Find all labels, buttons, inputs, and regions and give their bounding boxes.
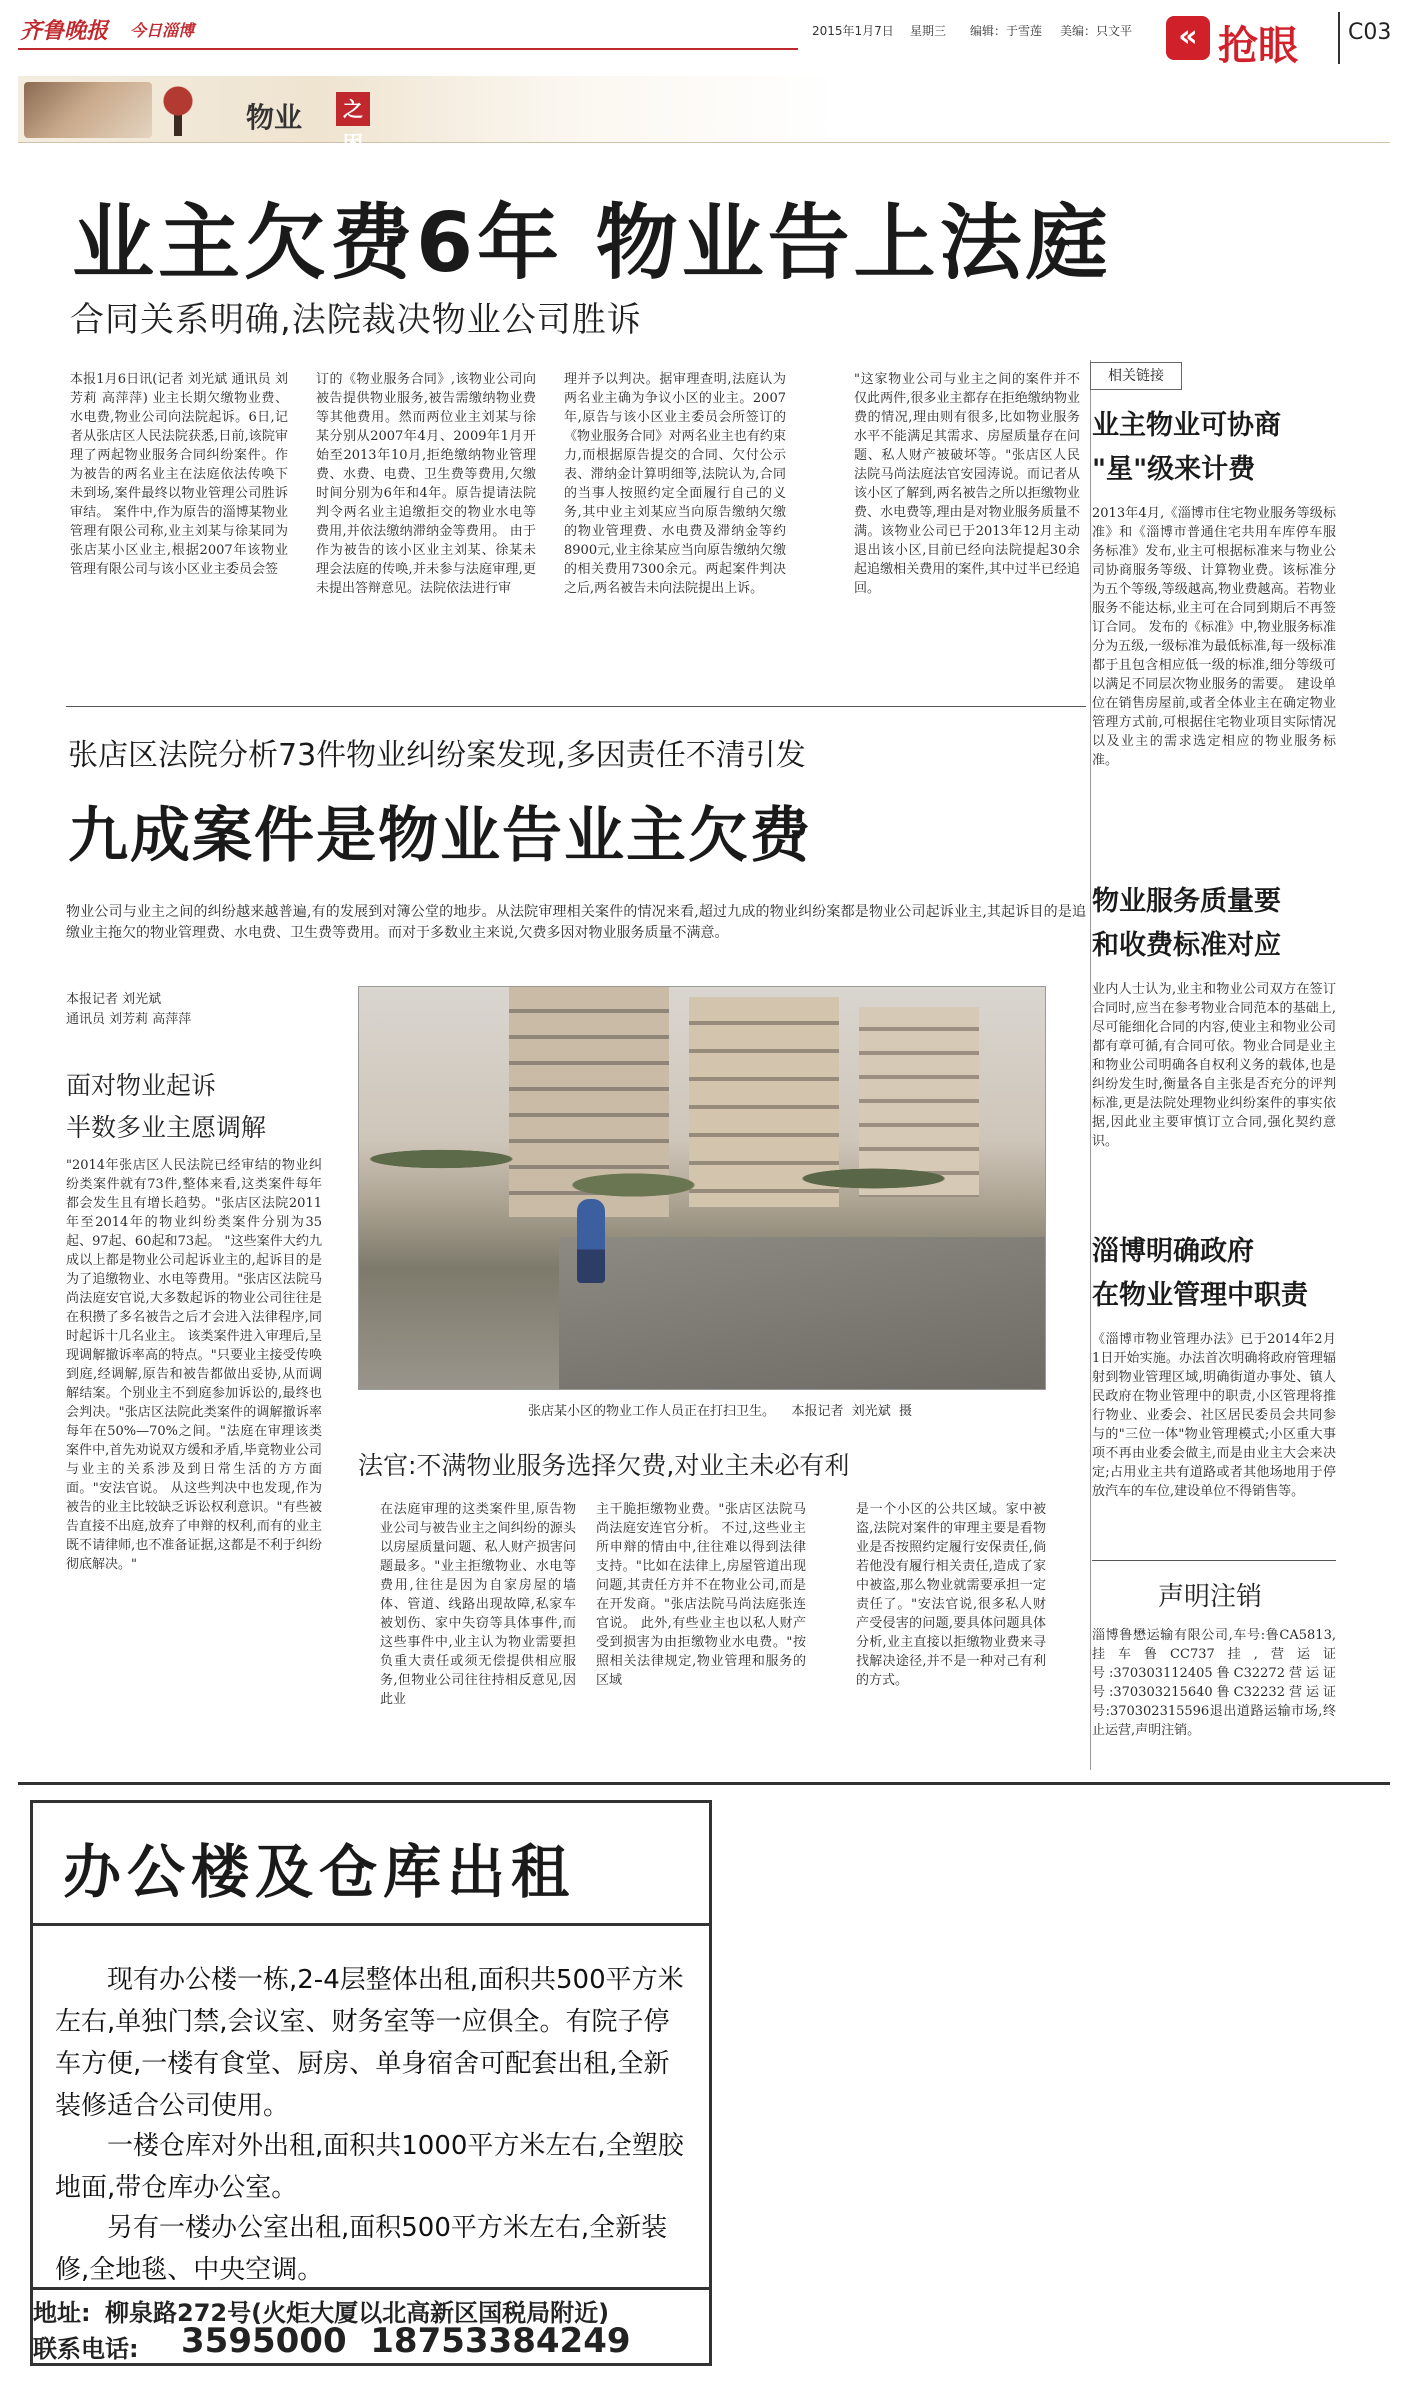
edition-name: 今日淄博 <box>130 21 195 40</box>
issue-weekday: 星期三 <box>910 24 947 38</box>
sidebar-item3-title-a: 淄博明确政府 <box>1092 1236 1254 1267</box>
notice-text: 淄博鲁懋运输有限公司,车号:鲁CA5813,挂车鲁CC737挂,营运证号:370303112405鲁C32272营运证号:370303215640鲁C32232营运证号:370302315596退出道路运输市场,终止运营,声明注销。 <box>1092 1628 1336 1738</box>
sidebar-item1-title-a: 业主物业可协商 <box>1092 410 1281 441</box>
feature-intro: 物业公司与业主之间的纠纷越来越普遍,有的发展到对簿公堂的地步。从法院审理相关案件的情况来看,超过九成的物业纠纷案都是物业公司起诉业主,其起诉目的是追缴业主拖欠的物业管理费、水电费、卫生费等费用。而对于多数业主来说,欠费多因对物业服务质量不满意。 <box>66 904 1086 941</box>
section1-title-a: 面对物业起诉 <box>66 1071 217 1100</box>
notice-title: 声明注销 <box>1158 1582 1263 1612</box>
sidebar-item3-title-b: 在物业管理中职责 <box>1092 1280 1308 1311</box>
photo-road <box>559 1237 1045 1389</box>
designer-credit: 美编：只文平 <box>1060 24 1133 38</box>
ad-phone: 3595000 18753384249 <box>181 2321 631 2361</box>
feature-byline-reporter: 本报记者 刘光斌 <box>66 992 162 1007</box>
page-number: C03 <box>1348 20 1392 45</box>
ad-paragraph-1: 现有办公楼一栋,2-4层整体出租,面积共500平方米左右,单独门禁,会议室、财务室等一应俱全。有院子停车方便,一楼有食堂、厨房、单身宿舍可配套出租,全新装修适合公司使用。 <box>55 1965 684 2121</box>
section1-title-b: 半数多业主愿调解 <box>66 1113 267 1142</box>
banner-illustration <box>24 82 152 138</box>
sidebar-item2-title-a: 物业服务质量要 <box>1092 886 1281 917</box>
section2-col-3: 是一个小区的公共区域。家中被盗,法院对案件的审理主要是看物业是否按照约定履行安保责任,倘若他没有履行相关责任,造成了家中被盗,那么物业就需要承担一定责任了。"安法官说,很多私人财产受侵害的问题,要具体问题具体分析,业主直接以拒缴物业费来寻找解决途径,并不是一种对己有利的方式。 <box>856 1502 1046 1688</box>
issue-date: 2015年1月7日 <box>812 24 894 38</box>
ad-footer-rule <box>33 2287 709 2290</box>
rental-ad <box>30 1800 712 2366</box>
news-photo <box>358 986 1046 1390</box>
chevron-icon: « <box>1166 16 1210 60</box>
lead-headline: 业主欠费6年 物业告上法庭 <box>72 196 1112 291</box>
lead-bottom-rule <box>66 706 1086 707</box>
column-banner <box>18 76 1390 155</box>
feature-byline-correspondent: 通讯员 刘芳莉 高萍萍 <box>66 1012 192 1027</box>
banner-seal: 之困 <box>336 92 370 126</box>
section2-col-1: 在法庭审理的这类案件里,原告物业公司与被告业主之间纠纷的源头以房屋质量问题、私人财产损害问题最多。"业主拒缴物业、水电等费用,往往是因为自家房屋的墙体、管道、线路出现故障,私家车被划伤、家中失窃等具体事件,而这些事件中,业主认为物业需要担负重大责任或须无偿提供相应服务,但物业公司往往持相反意见,因此业 <box>380 1502 576 1707</box>
photo-trees <box>359 1107 1045 1237</box>
notice-top-rule <box>1092 1560 1336 1561</box>
ad-address-label: 地址: <box>33 2299 91 2327</box>
section2-col-2: 主干脆拒缴物业费。"张店区法院马尚法庭安连官分析。 不过,这些业主所申辩的情由中,往往难以得到法律支持。"比如在法律上,房屋管道出现问题,其责任方并不在物业公司,而是在开发商。"张店法院马尚法庭张连官说。 此外,有些业主也以私人财产受到损害为由拒缴物业水电费。"按照相关法律规定,物业管理和服务的区域 <box>596 1502 806 1688</box>
ad-address: 柳泉路272号(火炬大厦以北高新区国税局附近) <box>105 2299 610 2327</box>
ad-title-rule <box>33 1923 709 1926</box>
ad-title: 办公楼及仓库出租 <box>63 1838 576 1906</box>
header-divider <box>1338 12 1340 64</box>
section-label: 抢眼 <box>1218 23 1298 69</box>
masthead <box>0 0 1409 155</box>
banner-figure-icon <box>158 86 198 136</box>
lead-subhead: 合同关系明确,法院裁决物业公司胜诉 <box>70 300 642 340</box>
ad-phone-label: 联系电话: <box>33 2335 139 2363</box>
ad-paragraph-3: 另有一楼办公室出租,面积500平方米左右,全新装修,全地毯、中央空调。 <box>55 2213 668 2285</box>
ad-divider <box>18 1782 1390 1785</box>
feature-headline: 九成案件是物业告业主欠费 <box>68 801 812 871</box>
masthead-rule <box>18 48 798 50</box>
feature-kicker: 张店区法院分析73件物业纠纷案发现,多因责任不清引发 <box>68 738 806 773</box>
photo-caption: 张店某小区的物业工作人员正在打扫卫生。 本报记者 刘光斌 摄 <box>528 1404 913 1419</box>
section-badge <box>1166 10 1326 69</box>
photo-worker <box>577 1199 605 1283</box>
sidebar-item1-text: 2013年4月,《淄博市住宅物业服务等级标准》和《淄博市普通住宅共用车库停车服务标准》发布,业主可根据标准来与物业公司协商服务等级、计算物业费。该标准分为五个等级,等级越高,物业费越高。若物业服务不能达标,业主可在合同到期后不再签订合同。 发布的《标准》中,物业服务标准分为五级,一级标准为最低标准,每一级标准都于且包含相应低一级的标准,细分等级可以满足不同层次物业服务的需要。 建设单位在销售房屋前,或者全体业主在确定物业管理方式前,可根据住宅物业项目实际情况以及业主的需求选定相应的物业服务标准。 <box>1092 506 1336 768</box>
ad-paragraph-2: 一楼仓库对外出租,面积共1000平方米左右,全塑胶地面,带仓库办公室。 <box>55 2131 684 2203</box>
lead-col-3: 理并予以判决。据审理查明,法庭认为两名业主确为争议小区的业主。2007年,原告与该小区业主委员会所签订的《物业服务合同》对两名业主也有约束力,而根据原告提交的合同、欠付公示表、滞纳金计算明细等,法院认为,合同的当事人按照约定全面履行自己的义务,其中业主刘某应当向原告缴纳欠缴的物业管理费、水电费及滞纳金等约8900元,业主徐某应当向原告缴纳欠缴的相关费用7300余元。两起案件判决之后,两名被告未向法院提出上诉。 <box>564 372 786 596</box>
section2-title: 法官:不满物业服务选择欠费,对业主未必有利 <box>358 1451 850 1480</box>
sidebar-item1-title-b: "星"级来计费 <box>1092 454 1256 485</box>
banner-title: 物业 <box>246 101 303 134</box>
lead-col-4: "这家物业公司与业主之间的案件并不仅此两件,很多业主都存在拒绝缴纳物业费的情况,理由则有很多,比如物业服务水平不能满足其需求、房屋质量存在问题、私人财产被破坏等。"张店区人民法院马尚法庭法官安园涛说。而记者从该小区了解到,两名被告之所以拒缴物业费、水电费等,理由是对物业服务质量不满。该物业公司已于2013年12月主动退出该小区,目前已经向法院提起30余起追缴相关费用的案件,其中过半已经追回。 <box>854 372 1080 596</box>
section1-text: "2014年张店区人民法院已经审结的物业纠纷类案件就有73件,整体来看,这类案件每年都会发生且有增长趋势。"张店区法院2011年至2014年的物业纠纷类案件分别为35起、97起、60起和73起。 "这些案件大约九成以上都是物业公司起诉业主的,起诉目的是为了追缴物业、水电等费用。"张店区法院马尚法庭安官说,大多数起诉的物业公司往往是在积攒了多名被告之后才会进入法律程序,同时起诉十几名业主。 该类案件进入审理后,呈现调解撤诉率高的特点。"只要业主接受传唤到庭,经调解,原告和被告都做出妥协,从而调解结案。个别业主不到庭参加诉讼的,最终也会判决。"张店区法院此类案件的调解撤诉率每年在50%—70%之间。"法庭在审理该类案件中,首先劝说双方缓和矛盾,毕竟物业公司与业主的关系涉及到日常生活的方方面面。"安法官说。 从这些判决中也发现,作为被告的业主比较缺乏诉讼权利意识。"有些被告直接不出庭,放弃了申辩的权利,而有的业主既不请律师,也不准备证据,这都是不利于纠纷彻底解决。" <box>66 1158 322 1572</box>
paper-logo: 齐鲁晚报 <box>20 18 109 44</box>
sidebar-item2-title-b: 和收费标准对应 <box>1092 930 1281 961</box>
sidebar-item3-text: 《淄博市物业管理办法》已于2014年2月1日开始实施。办法首次明确将政府管理辐射到物业管理区域,明确街道办事处、镇人民政府在物业管理中的职责,小区管理将推行物业、业委会、社区居民委员会共同参与的"三位一体"物业管理模式;小区重大事项不再由业委会做主,而是由业主大会来决定;占用业主共有道路或者其他场地用于停放汽车的车位,建设单位不得销售等。 <box>1092 1332 1336 1499</box>
editor-credit: 编辑：于雪莲 <box>970 24 1043 38</box>
lead-col-1: 本报1月6日讯(记者 刘光斌 通讯员 刘芳莉 高萍萍) 业主长期欠缴物业费、水电费,物业公司向法院起诉。6日,记者从张店区人民法院获悉,日前,该院审理了两起物业服务合同纠纷案件。作为被告的两名业主在法庭依法传唤下未到场,案件最终以物业管理公司胜诉审结。 案件中,作为原告的淄博某物业管理有限公司称,业主刘某与徐某同为张店某小区业主,根据2007年该物业管理有限公司与该小区业主委员会签 <box>70 372 288 577</box>
related-label: 相关链接 <box>1090 362 1182 390</box>
lead-col-2: 订的《物业服务合同》,该物业公司向被告提供物业服务,被告需缴纳物业费等其他费用。然而两位业主刘某与徐某分别从2007年4月、2009年1月开始至2013年10月,拒绝缴纳物业管理费、水费、电费、卫生费等费用,欠缴时间分别为6年和4年。原告提请法院判令两名业主追缴拒交的物业水电等费用,并依法缴纳滞纳金等费用。 由于作为被告的该小区业主刘某、徐某未理会法庭的传唤,并未参与法庭审理,更未提出答辩意见。法院依法进行审 <box>316 372 536 596</box>
sidebar-divider <box>1090 360 1091 1770</box>
sidebar-item2-text: 业内人士认为,业主和物业公司双方在签订合同时,应当在参考物业合同范本的基础上,尽可能细化合同的内容,使业主和物业公司都有章可循,有合同可依。物业合同是业主和物业公司明确各自权利义务的载体,也是纠纷发生时,衡量各自主张是否充分的评判标准,更是法院处理物业纠纷案件的事实依据,因此业主要审慎订立合同,强化契约意识。 <box>1092 982 1336 1149</box>
